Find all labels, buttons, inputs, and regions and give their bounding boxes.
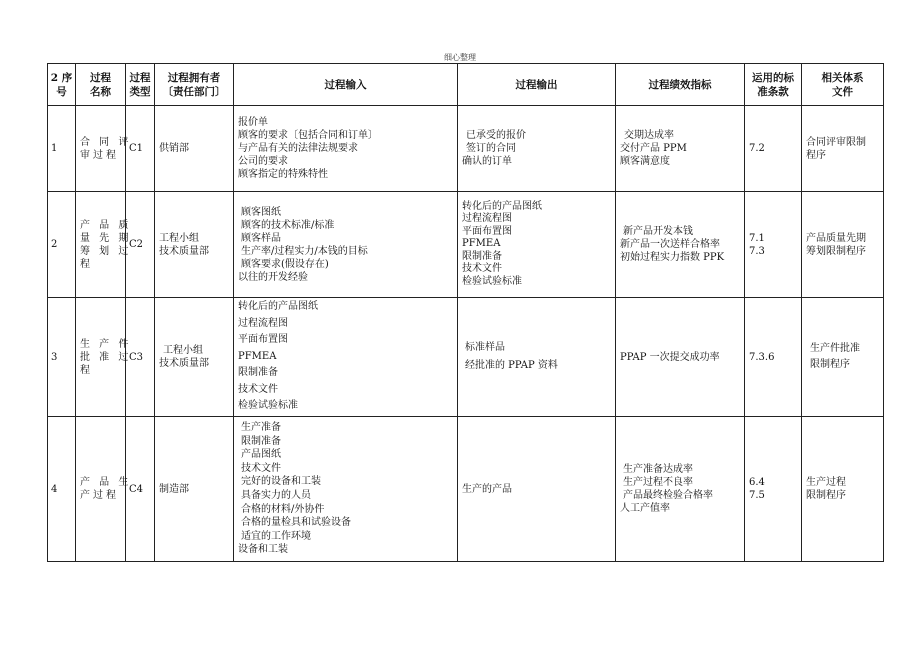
row-clauses: 7.2 (745, 106, 802, 192)
row-clauses: 7.1 7.3 (745, 192, 802, 298)
row-no: 4 (48, 417, 76, 562)
header-inputs: 过程输入 (234, 64, 458, 106)
row-type: C1 (126, 106, 155, 192)
row-docs: 生产件批准 限制程序 (802, 298, 884, 417)
table-row (48, 298, 884, 417)
row-owner: 工程小组 技术质量部 (155, 192, 234, 298)
header-outputs: 过程输出 (458, 64, 616, 106)
row-docs: 产品质量先期 筹划限制程序 (802, 192, 884, 298)
row-process-name: 产 品 质 量 先 期 筹 划 过 程 (76, 192, 126, 298)
header-process-type: 过程 类型 (126, 64, 155, 106)
row-type: C3 (126, 298, 155, 417)
header-process-name: 过程 名称 (76, 64, 126, 106)
row-outputs: 生产的产品 (458, 417, 616, 562)
row-owner: 工程小组 技术质量部 (155, 298, 234, 417)
row-inputs: 转化后的产品图纸 过程流程图 平面布置图 PFMEA 限制准备 技术文件 检验试验标准 (234, 298, 458, 417)
row-kpi: 交期达成率 交付产品 PPM 顾客满意度 (616, 106, 745, 192)
header-clauses: 运用的标 准条款 (745, 64, 802, 106)
row-kpi: 新产品开发本钱 新产品一次送样合格率 初始过程实力指数 PPK (616, 192, 745, 298)
row-inputs: 顾客图纸 顾客的技术标准/标准 顾客样品 生产率/过程实力/本钱的目标 顾客要求(假设存在) 以往的开发经验 (234, 192, 458, 298)
table-row (48, 192, 884, 298)
row-clauses: 7.3.6 (745, 298, 802, 417)
process-table (47, 63, 884, 562)
row-clauses: 6.4 7.5 (745, 417, 802, 562)
header-owner: 过程拥有者 〔责任部门〕 (155, 64, 234, 106)
header-seq: 2 序 号 (48, 64, 76, 106)
row-inputs: 生产准备 限制准备 产品图纸 技术文件 完好的设备和工装 具备实力的人员 合格的材料/外协件 合格的量检具和试验设备 适宜的工作环境 设备和工装 (234, 417, 458, 562)
row-no: 2 (48, 192, 76, 298)
row-owner: 制造部 (155, 417, 234, 562)
row-outputs: 转化后的产品图纸 过程流程图 平面布置图 PFMEA 限制准备 技术文件 检验试验标准 (458, 192, 616, 298)
table-row (48, 417, 884, 562)
row-docs: 合同评审限制 程序 (802, 106, 884, 192)
row-type: C2 (126, 192, 155, 298)
row-kpi: 生产准备达成率 生产过程不良率 产品最终检验合格率 人工产值率 (616, 417, 745, 562)
table-row (48, 106, 884, 192)
row-owner: 供销部 (155, 106, 234, 192)
row-kpi: PPAP 一次提交成功率 (616, 298, 745, 417)
row-docs: 生产过程 限制程序 (802, 417, 884, 562)
row-no: 1 (48, 106, 76, 192)
row-inputs: 报价单 顾客的要求〔包括合同和订单〕 与产品有关的法律法规要求 公司的要求 顾客指定的特殊特性 (234, 106, 458, 192)
row-process-name: 合 同 评 审过程 (76, 106, 126, 192)
row-outputs: 标准样品 经批准的 PPAP 资料 (458, 298, 616, 417)
header-docs: 相关体系 文件 (802, 64, 884, 106)
row-no: 3 (48, 298, 76, 417)
header-kpi: 过程绩效指标 (616, 64, 745, 106)
row-process-name: 产 品 生 产过程 (76, 417, 126, 562)
table-header-row (48, 64, 884, 106)
row-type: C4 (126, 417, 155, 562)
page-header-note: 细心整理 (444, 53, 476, 62)
row-process-name: 生 产 件 批 准 过 程 (76, 298, 126, 417)
row-outputs: 已承受的报价 签订的合同 确认的订单 (458, 106, 616, 192)
